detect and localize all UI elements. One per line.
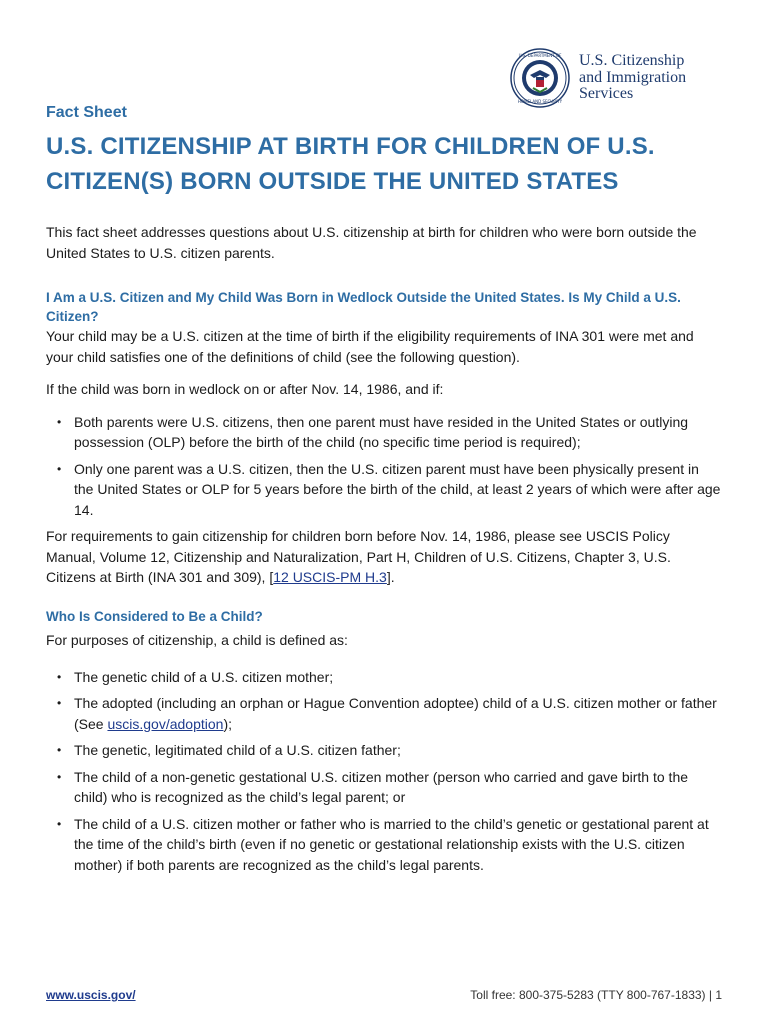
list-item-text: ); <box>223 715 232 732</box>
list-item <box>46 459 722 521</box>
adoption-link[interactable]: uscis.gov/adoption <box>107 715 224 732</box>
bullet-dot: • <box>57 669 62 684</box>
list-item-text: The child of a non-genetic gestational U.S. citizen mother (person who carried and gave birth to the child) who is recognized as the child’s legal parent; or <box>74 768 689 805</box>
section2-paragraph-1: For purposes of citizenship, a child is defined as: <box>46 632 348 648</box>
svg-text:U.S. DEPARTMENT OF: U.S. DEPARTMENT OF <box>518 53 562 58</box>
list-item <box>46 693 722 734</box>
toll-free-number: Toll free: 800-375-5283 (TTY 800-767-1833) | 1 <box>470 988 722 1002</box>
uscis-logo <box>510 48 686 108</box>
list-item-text: Both parents were U.S. citizens, then one parent must have resided in the United States or outlying possession (OLP) before the birth of the child (no specific time period is required); <box>74 413 689 450</box>
bullet-dot: • <box>57 696 62 710</box>
dhs-seal-icon <box>510 48 570 108</box>
intro-paragraph: This fact sheet addresses questions about U.S. citizenship at birth for children who were born outside the United States to U.S. citizen parents. <box>46 224 697 261</box>
uscis-website-link[interactable]: www.uscis.gov/ <box>46 988 136 1002</box>
section1-paragraph-3 <box>46 526 722 588</box>
agency-line-1: U.S. Citizenship <box>579 52 685 70</box>
agency-line-3: Services <box>579 85 634 103</box>
list-item <box>46 412 722 453</box>
para3-text-post: ]. <box>386 569 395 585</box>
agency-line-2: and Immigration <box>579 68 687 86</box>
policy-manual-link[interactable]: 12 USCIS-PM H.3 <box>273 569 387 585</box>
list-item-text: The child of a U.S. citizen mother or father who is married to the child’s genetic or gestational parent at the time of the child’s birth (even if no genetic or gestational relationship exists with the U.S. citizen mother) if both parents are recognized as the child’s legal parents. <box>74 815 709 873</box>
bullet-dot: • <box>57 414 62 429</box>
svg-text:HOMELAND SECURITY: HOMELAND SECURITY <box>517 99 563 104</box>
bullet-dot: • <box>57 816 62 831</box>
document-kicker: Fact Sheet <box>46 104 127 121</box>
section-heading-child: Who Is Considered to Be a Child? <box>46 608 263 624</box>
bullet-dot: • <box>57 743 62 757</box>
list-item <box>46 667 722 688</box>
list-item-text: Only one parent was a U.S. citizen, then the U.S. citizen parent must have been physically present in the United States or OLP for 5 years before the birth of the child, at least 2 years of which were after age 14. <box>74 460 721 518</box>
page-title: U.S. CITIZENSHIP AT BIRTH FOR CHILDREN OF U.S. CITIZEN(S) BORN OUTSIDE THE UNITED STATES <box>46 133 655 195</box>
section-heading-wedlock: I Am a U.S. Citizen and My Child Was Born in Wedlock Outside the United States. Is My Child a U.S. Citizen? <box>46 290 681 324</box>
list-item <box>46 740 722 761</box>
section1-bullet-list <box>46 412 722 521</box>
list-item-text: The adopted (including an orphan or Hague Convention adoptee) child of a U.S. citizen mother or father (See <box>74 695 717 732</box>
list-item-text: The genetic child of a U.S. citizen mother; <box>74 668 334 685</box>
section1-paragraph-1: Your child may be a U.S. citizen at the time of birth if the eligibility requirements of INA 301 were met and your child satisfies one of the definitions of child (see the following question). <box>46 328 694 365</box>
agency-name <box>579 53 686 103</box>
content <box>46 222 722 881</box>
list-item-text: The genetic, legitimated child of a U.S. citizen father; <box>74 742 401 758</box>
bullet-dot: • <box>57 461 62 476</box>
bullet-dot: • <box>57 769 62 784</box>
section1-paragraph-2: If the child was born in wedlock on or after Nov. 14, 1986, and if: <box>46 381 444 397</box>
para3-text-pre: For requirements to gain citizenship for children born before Nov. 14, 1986, please see USCIS Policy Manual, Volume 12, Citizenship and Naturalization, Part H, Children of U.S. Citizens, Chapter 3, U.S. Citizens at Birth (INA 301 and 309), [ <box>46 528 671 585</box>
list-item <box>46 767 722 808</box>
list-item <box>46 814 722 876</box>
section2-bullet-list <box>46 667 722 876</box>
